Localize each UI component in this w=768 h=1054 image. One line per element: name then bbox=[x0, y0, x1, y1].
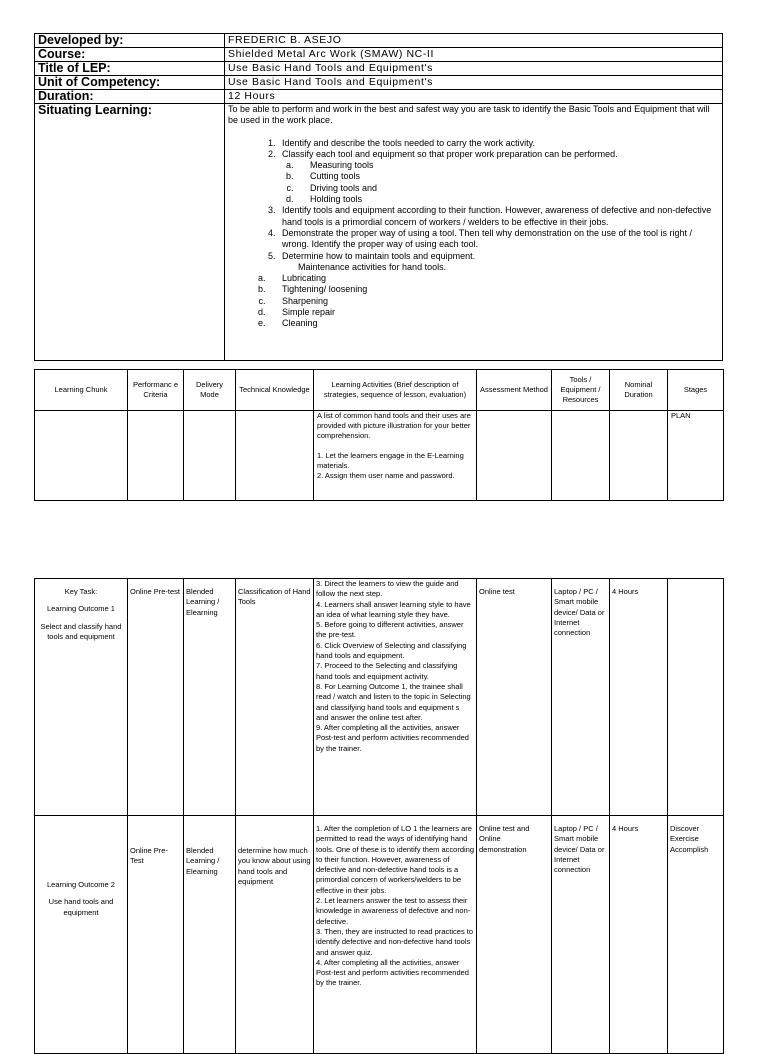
lesson-info-table bbox=[34, 33, 723, 361]
activity-step: 2. Let learners answer the test to assess their knowledge in awareness of defective and non-defective. bbox=[316, 896, 471, 926]
duration-cell: 4 Hours bbox=[610, 816, 668, 1054]
table-cell bbox=[184, 411, 236, 501]
header-learning-chunk: Learning Chunk bbox=[35, 370, 128, 411]
course-value: Shielded Metal Arc Work (SMAW) NC-II bbox=[225, 48, 723, 62]
duration-label: Duration: bbox=[35, 90, 225, 104]
competency-value: Use Basic Hand Tools and Equipment's bbox=[225, 76, 723, 90]
spacer bbox=[37, 816, 125, 880]
title-label: Title of LEP: bbox=[35, 62, 225, 76]
activities-cell bbox=[314, 411, 477, 501]
header-technical-knowledge: Technical Knowledge bbox=[236, 370, 314, 411]
maintenance-subitem: e. Cleaning bbox=[268, 318, 719, 329]
table-header-row bbox=[35, 370, 724, 411]
situating-item bbox=[278, 149, 719, 205]
activity-step: 5. Before going to different activities, answer the pre-test. bbox=[316, 620, 464, 640]
activity-step: 1. After the completion of LO 1 the learners are permitted to read the ways of identifying hand tools. One of these is to identify them according to their function. However, awareness of defective and non-defective hand tools is a primordial concern of workers/welders to be effective in their jobs. bbox=[316, 824, 475, 895]
spacer bbox=[37, 615, 125, 622]
key-task-label: Key Task: bbox=[64, 587, 98, 596]
activity-step: 7. Proceed to the Selecting and classifying hand tools and equipment activity. bbox=[316, 661, 458, 681]
duration-value: 12 Hours bbox=[225, 90, 723, 104]
situating-item-text: Classify each tool and equipment so that proper work preparation can be performed. bbox=[282, 148, 618, 159]
classify-subitem: c. Driving tools and bbox=[296, 183, 719, 194]
stage-label: Exercise bbox=[670, 834, 699, 844]
course-label: Course: bbox=[35, 48, 225, 62]
developer-label: Developed by: bbox=[35, 34, 225, 48]
info-row-competency bbox=[35, 76, 723, 90]
activity-step: 9. After completing all the activities, answer Post-test and perform activities recommended by the trainer. bbox=[316, 723, 469, 753]
maintenance-subitem: c. Sharpening bbox=[268, 296, 719, 307]
info-row-title bbox=[35, 62, 723, 76]
activities-intro: A list of common hand tools and their uses are provided with picture illustration for your better comprehension. bbox=[317, 411, 471, 440]
info-row-situating bbox=[35, 104, 723, 361]
knowledge-cell: determine how much you know about using hand tools and equipment bbox=[236, 816, 314, 1054]
situating-intro: To be able to perform and work in the best and safest way you are task to identify the Basic Tools and Equipment that will be used in the work place. bbox=[228, 104, 710, 126]
info-row-developer bbox=[35, 34, 723, 48]
delivery-cell: Blended Learning / Elearning bbox=[184, 579, 236, 816]
learning-outcomes-table bbox=[34, 578, 724, 1054]
knowledge-cell: Classification of Hand Tools bbox=[236, 579, 314, 816]
stage-cell: PLAN bbox=[668, 411, 724, 501]
header-stages: Stages bbox=[668, 370, 724, 411]
maintenance-sublist bbox=[268, 273, 719, 329]
info-row-course bbox=[35, 48, 723, 62]
situating-item: 4. Demonstrate the proper way of using a tool. Then tell why demonstration on the use of the tool is right / wrong. Identify the proper way of using each tool. bbox=[278, 228, 719, 251]
header-delivery-mode: Delivery Mode bbox=[184, 370, 236, 411]
activities-cell bbox=[314, 816, 477, 1054]
learning-plan-table bbox=[34, 369, 724, 501]
table-row bbox=[35, 411, 724, 501]
stages-cell bbox=[668, 816, 724, 1054]
situating-item: 1. Identify and describe the tools needed to carry the work activity. bbox=[278, 138, 719, 149]
classify-subitem: a. Measuring tools bbox=[296, 160, 719, 171]
maintenance-subitem: d. Simple repair bbox=[268, 307, 719, 318]
activity-step: 2. Assign them user name and password. bbox=[317, 471, 455, 480]
spacer bbox=[37, 890, 125, 897]
situating-item: 3. Identify tools and equipment according to their function. However, awareness of defective and non-defective hand tools is a primordial concern of workers / welders to be effective in their jobs. bbox=[278, 205, 719, 228]
stage-label: Discover bbox=[670, 824, 700, 833]
criteria-cell: Online Pre-test bbox=[128, 579, 184, 816]
table-cell bbox=[477, 411, 552, 501]
competency-label: Unit of Competency: bbox=[35, 76, 225, 90]
activity-step: 8. For Learning Outcome 1, the trainee shall read / watch and listen to the topic in Selecting and classifying hand tools and equipment s and answer the online test after. bbox=[316, 681, 471, 722]
title-value: Use Basic Hand Tools and Equipment's bbox=[225, 62, 723, 76]
activities-cell bbox=[314, 579, 477, 816]
duration-cell: 4 Hours bbox=[610, 579, 668, 816]
table-row bbox=[35, 579, 724, 816]
delivery-cell: Blended Learning / Elearning bbox=[184, 816, 236, 1054]
activity-step: 3. Then, they are instructed to read practices to identify defective and non-defective hand tools and answer quiz. bbox=[316, 926, 474, 957]
tools-cell: Laptop / PC / Smart mobile device/ Data or Internet connection bbox=[552, 816, 610, 1054]
header-assessment-method: Assessment Method bbox=[477, 370, 552, 411]
classify-sublist bbox=[282, 160, 719, 205]
spacer bbox=[37, 597, 125, 604]
situating-item-text: Determine how to maintain tools and equipment. bbox=[282, 250, 476, 261]
activity-step: 1. Let the learners engage in the E-Learning materials. bbox=[317, 451, 464, 470]
situating-content bbox=[225, 104, 723, 361]
learning-outcome-desc: Select and classify hand tools and equipment bbox=[40, 621, 122, 641]
situating-list bbox=[228, 138, 719, 330]
header-learning-activities: Learning Activities (Brief description of strategies, sequence of lesson, evaluation) bbox=[314, 370, 477, 411]
header-tools-resources: Tools / Equipment / Resources bbox=[552, 370, 610, 411]
maintenance-subitem: a. Lubricating bbox=[268, 273, 719, 284]
header-performance-criteria: Performanc e Criteria bbox=[128, 370, 184, 411]
stages-cell bbox=[668, 579, 724, 816]
spacer bbox=[317, 441, 473, 451]
learning-chunk-cell bbox=[35, 816, 128, 1054]
table-cell bbox=[610, 411, 668, 501]
learning-outcome-title: Learning Outcome 2 bbox=[47, 880, 115, 889]
activity-step: 6. Click Overview of Selecting and classifying hand tools and equipment. bbox=[316, 640, 467, 661]
table-row bbox=[35, 816, 724, 1054]
learning-outcome-title: Learning Outcome 1 bbox=[47, 604, 115, 614]
header-nominal-duration: Nominal Duration bbox=[610, 370, 668, 411]
situating-label: Situating Learning: bbox=[35, 104, 225, 361]
table-cell bbox=[552, 411, 610, 501]
maintenance-heading: Maintenance activities for hand tools. bbox=[298, 261, 447, 272]
activity-step: 4. After completing all the activities, answer Post-test and perform activities recommended by the trainer. bbox=[316, 957, 469, 988]
stage-label: Accomplish bbox=[670, 844, 709, 854]
situating-item bbox=[278, 251, 719, 330]
learning-chunk-cell bbox=[35, 579, 128, 816]
tools-cell: Laptop / PC / Smart mobile device/ Data or Internet connection bbox=[552, 579, 610, 816]
classify-subitem: d. Holding tools bbox=[296, 194, 719, 205]
assessment-cell: Online test and Online demonstration bbox=[477, 816, 552, 1054]
assessment-cell: Online test bbox=[477, 579, 552, 816]
developer-value: FREDERIC B. ASEJO bbox=[225, 34, 723, 48]
classify-subitem: b. Cutting tools bbox=[296, 171, 719, 182]
activity-step: 3. Direct the learners to view the guide and follow the next step. bbox=[316, 579, 459, 599]
table-cell bbox=[128, 411, 184, 501]
criteria-cell: Online Pre-Test bbox=[128, 816, 184, 1054]
learning-outcome-desc: Use hand tools and equipment bbox=[48, 897, 114, 917]
table-cell bbox=[35, 411, 128, 501]
table-cell bbox=[236, 411, 314, 501]
activity-step: 4. Learners shall answer learning style to have an idea of what learning style they have. bbox=[316, 599, 471, 619]
maintenance-subitem: b. Tightening/ loosening bbox=[268, 284, 719, 295]
info-row-duration bbox=[35, 90, 723, 104]
